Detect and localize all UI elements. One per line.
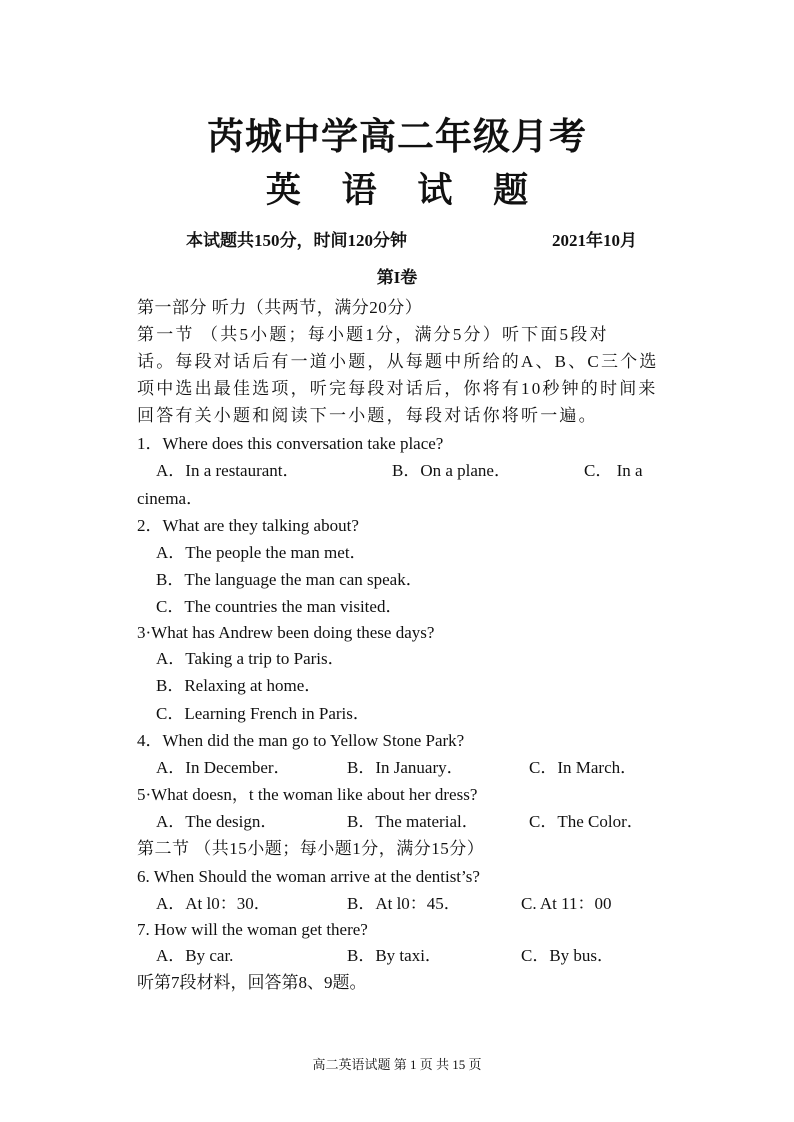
option-a: A．Taking a trip to Paris． xyxy=(156,649,345,668)
question-stem: 3·What has Andrew been doing these days? xyxy=(137,623,435,642)
question-stem: 6. When Should the woman arrive at the dentist’s? xyxy=(137,867,480,886)
option-c: C．By bus． xyxy=(521,946,615,965)
option-a: A．In a restaurant． xyxy=(156,461,300,480)
option-c: C．The countries the man visited． xyxy=(156,597,403,616)
section1-line: 第一节 （共5小题；每小题1分，满分5分）听下面5段对 xyxy=(137,325,609,344)
option-b: B．Relaxing at home． xyxy=(156,676,322,695)
option-b: B．By taxi． xyxy=(347,946,442,965)
exam-date: 2021年10月 xyxy=(552,231,637,250)
part1-heading: 第一部分 听力（共两节，满分20分） xyxy=(137,298,423,317)
option-b: B．The language the man can speak． xyxy=(156,570,423,589)
section1-line: 话。每段对话后有一道小题，从每题中所给的A、B、C三个选 xyxy=(137,352,659,371)
option-a: A．The people the man met． xyxy=(156,543,367,562)
option-c: C．Learning French in Paris． xyxy=(156,704,370,723)
option-c: C．The Color． xyxy=(529,812,644,831)
option-c: C. At 11：00 xyxy=(521,894,612,913)
option-a: A．At l0：30． xyxy=(156,894,271,913)
section2-heading: 第二节 （共15小题；每小题1分，满分15分） xyxy=(137,839,485,858)
option-a: A．By car. xyxy=(156,946,234,965)
listening-note: 听第7段材料，回答第8、9题。 xyxy=(137,973,367,992)
question-stem: 1．Where does this conversation take place? xyxy=(137,434,444,453)
option-a: A．In December． xyxy=(156,758,291,777)
option-b: B．On a plane． xyxy=(392,461,511,480)
option-c: C． In a xyxy=(584,461,643,480)
exam-subtitle: 英 语 试 题 xyxy=(265,171,545,210)
option-c: C．In March． xyxy=(529,758,638,777)
question-stem: 5·What doesn，t the woman like about her dress? xyxy=(137,785,478,804)
option-b: B．The material． xyxy=(347,812,479,831)
option-b: B．At l0：45． xyxy=(347,894,461,913)
page-footer: 高二英语试题 第 1 页 共 15 页 xyxy=(312,1057,482,1072)
option-c-continued: cinema． xyxy=(137,489,204,508)
question-stem: 2．What are they talking about? xyxy=(137,516,359,535)
exam-title: 芮城中学高二年级月考 xyxy=(207,117,587,158)
exam-info: 本试题共150分，时间120分钟 xyxy=(186,231,407,250)
option-b: B．In January． xyxy=(347,758,464,777)
section1-line: 项中选出最佳选项，听完每段对话后，你将有10秒钟的时间来 xyxy=(137,379,658,398)
question-stem: 4．When did the man go to Yellow Stone Park? xyxy=(137,731,465,750)
question-stem: 7. How will the woman get there? xyxy=(137,920,368,939)
option-a: A．The design． xyxy=(156,812,278,831)
section1-line: 回答有关小题和阅读下一小题，每段对话你将听一遍。 xyxy=(137,406,598,425)
volume-label: 第I卷 xyxy=(376,268,418,287)
